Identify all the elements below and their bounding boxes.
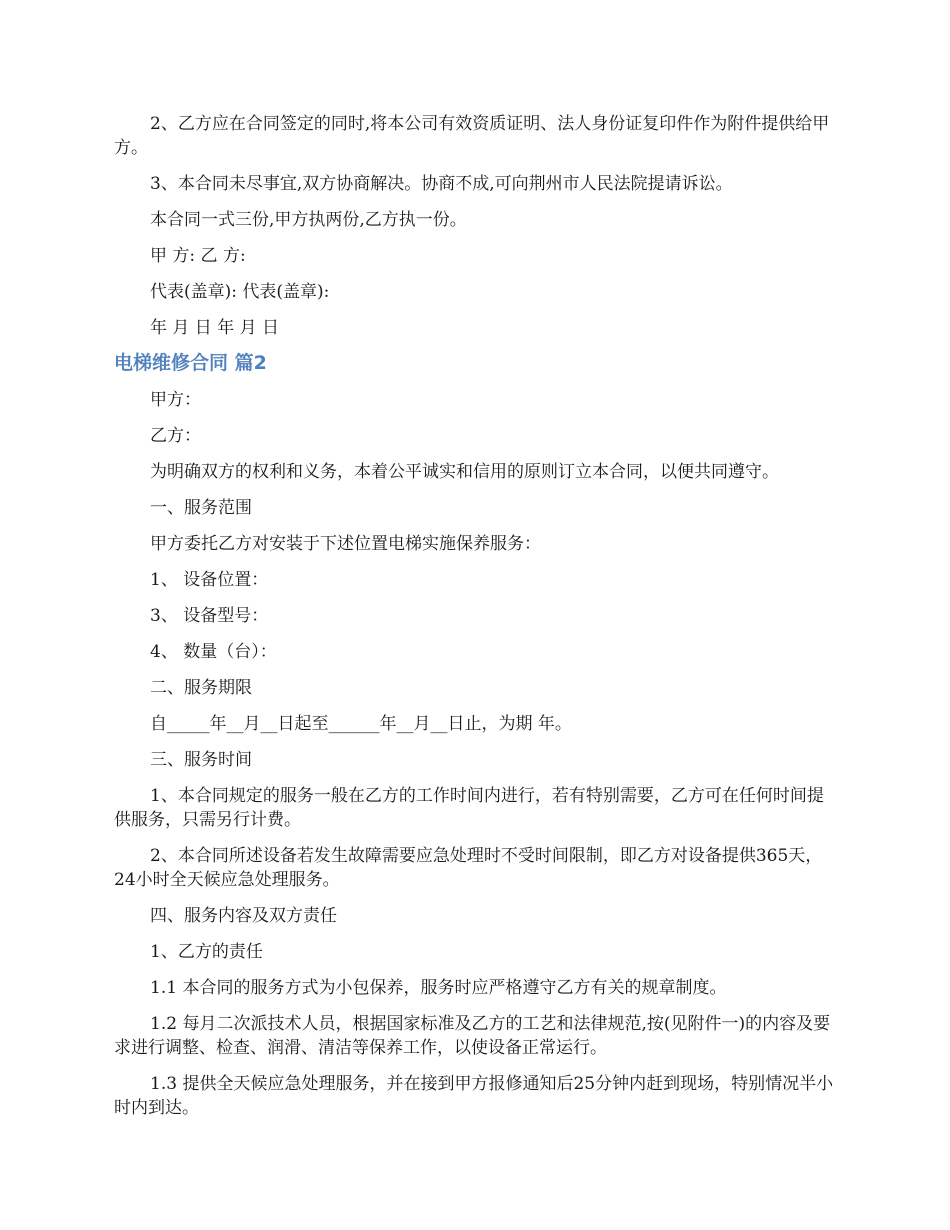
signature-dates: 年 月 日 年 月 日 [150,318,280,338]
clause-1-1: 1.1 本合同的服务方式为小包保养，服务时应严格遵守乙方有关的规章制度。 [150,978,727,998]
equipment-quantity: 4、 数量（台）： [150,642,277,662]
heading-service-content: 四、服务内容及双方责任 [150,906,337,926]
section-heading: 电梯维修合同 篇2 [114,352,267,374]
clause-dispute: 3、本合同未尽事宜,双方协商解决。协商不成,可向荆州市人民法院提请诉讼。 [150,174,733,194]
preamble: 为明确双方的权利和义务，本着公平诚实和信用的原则订立本合同，以便共同遵守。 [150,462,779,482]
party-b: 乙方： [150,426,201,446]
heading-service-scope: 一、服务范围 [150,498,252,518]
party-b-responsibility: 1、乙方的责任 [150,942,263,962]
document-page [114,112,836,1132]
service-time-clause-2: 2、本合同所述设备若发生故障需要应急处理时不受时间限制，即乙方对设备提供365天，24小时全天候应急处理服务。 [114,846,823,890]
clause-attachment: 2、乙方应在合同签定的同时,将本公司有效资质证明、法人身份证复印件作为附件提供给甲方。 [114,114,830,158]
scope-intro: 甲方委托乙方对安装于下述位置电梯实施保养服务： [150,534,541,554]
signature-representatives: 代表(盖章): 代表(盖章): [150,282,330,302]
heading-service-time: 三、服务时间 [150,750,252,770]
equipment-model: 3、 设备型号： [150,606,269,626]
service-time-clause-1: 1、本合同规定的服务一般在乙方的工作时间内进行，若有特别需要，乙方可在任何时间提供服务，只需另行计费。 [114,786,824,830]
clause-1-2: 1.2 每月二次派技术人员，根据国家标准及乙方的工艺和法律规范,按(见附件一)的内容及要求进行调整、检查、润滑、清洁等保养工作，以使设备正常运行。 [114,1014,831,1058]
clause-copies: 本合同一式三份,甲方执两份,乙方执一份。 [150,210,467,230]
service-term-dates: 自_____年__月__日起至______年__月__日止，为期 年。 [150,714,572,734]
heading-service-term: 二、服务期限 [150,678,252,698]
clause-1-3: 1.3 提供全天候应急处理服务，并在接到甲方报修通知后25分钟内赶到现场，特别情况半小时内到达。 [114,1074,834,1118]
equipment-location: 1、 设备位置： [150,570,269,590]
party-a: 甲方： [150,390,201,410]
signature-parties: 甲 方: 乙 方: [150,246,246,266]
